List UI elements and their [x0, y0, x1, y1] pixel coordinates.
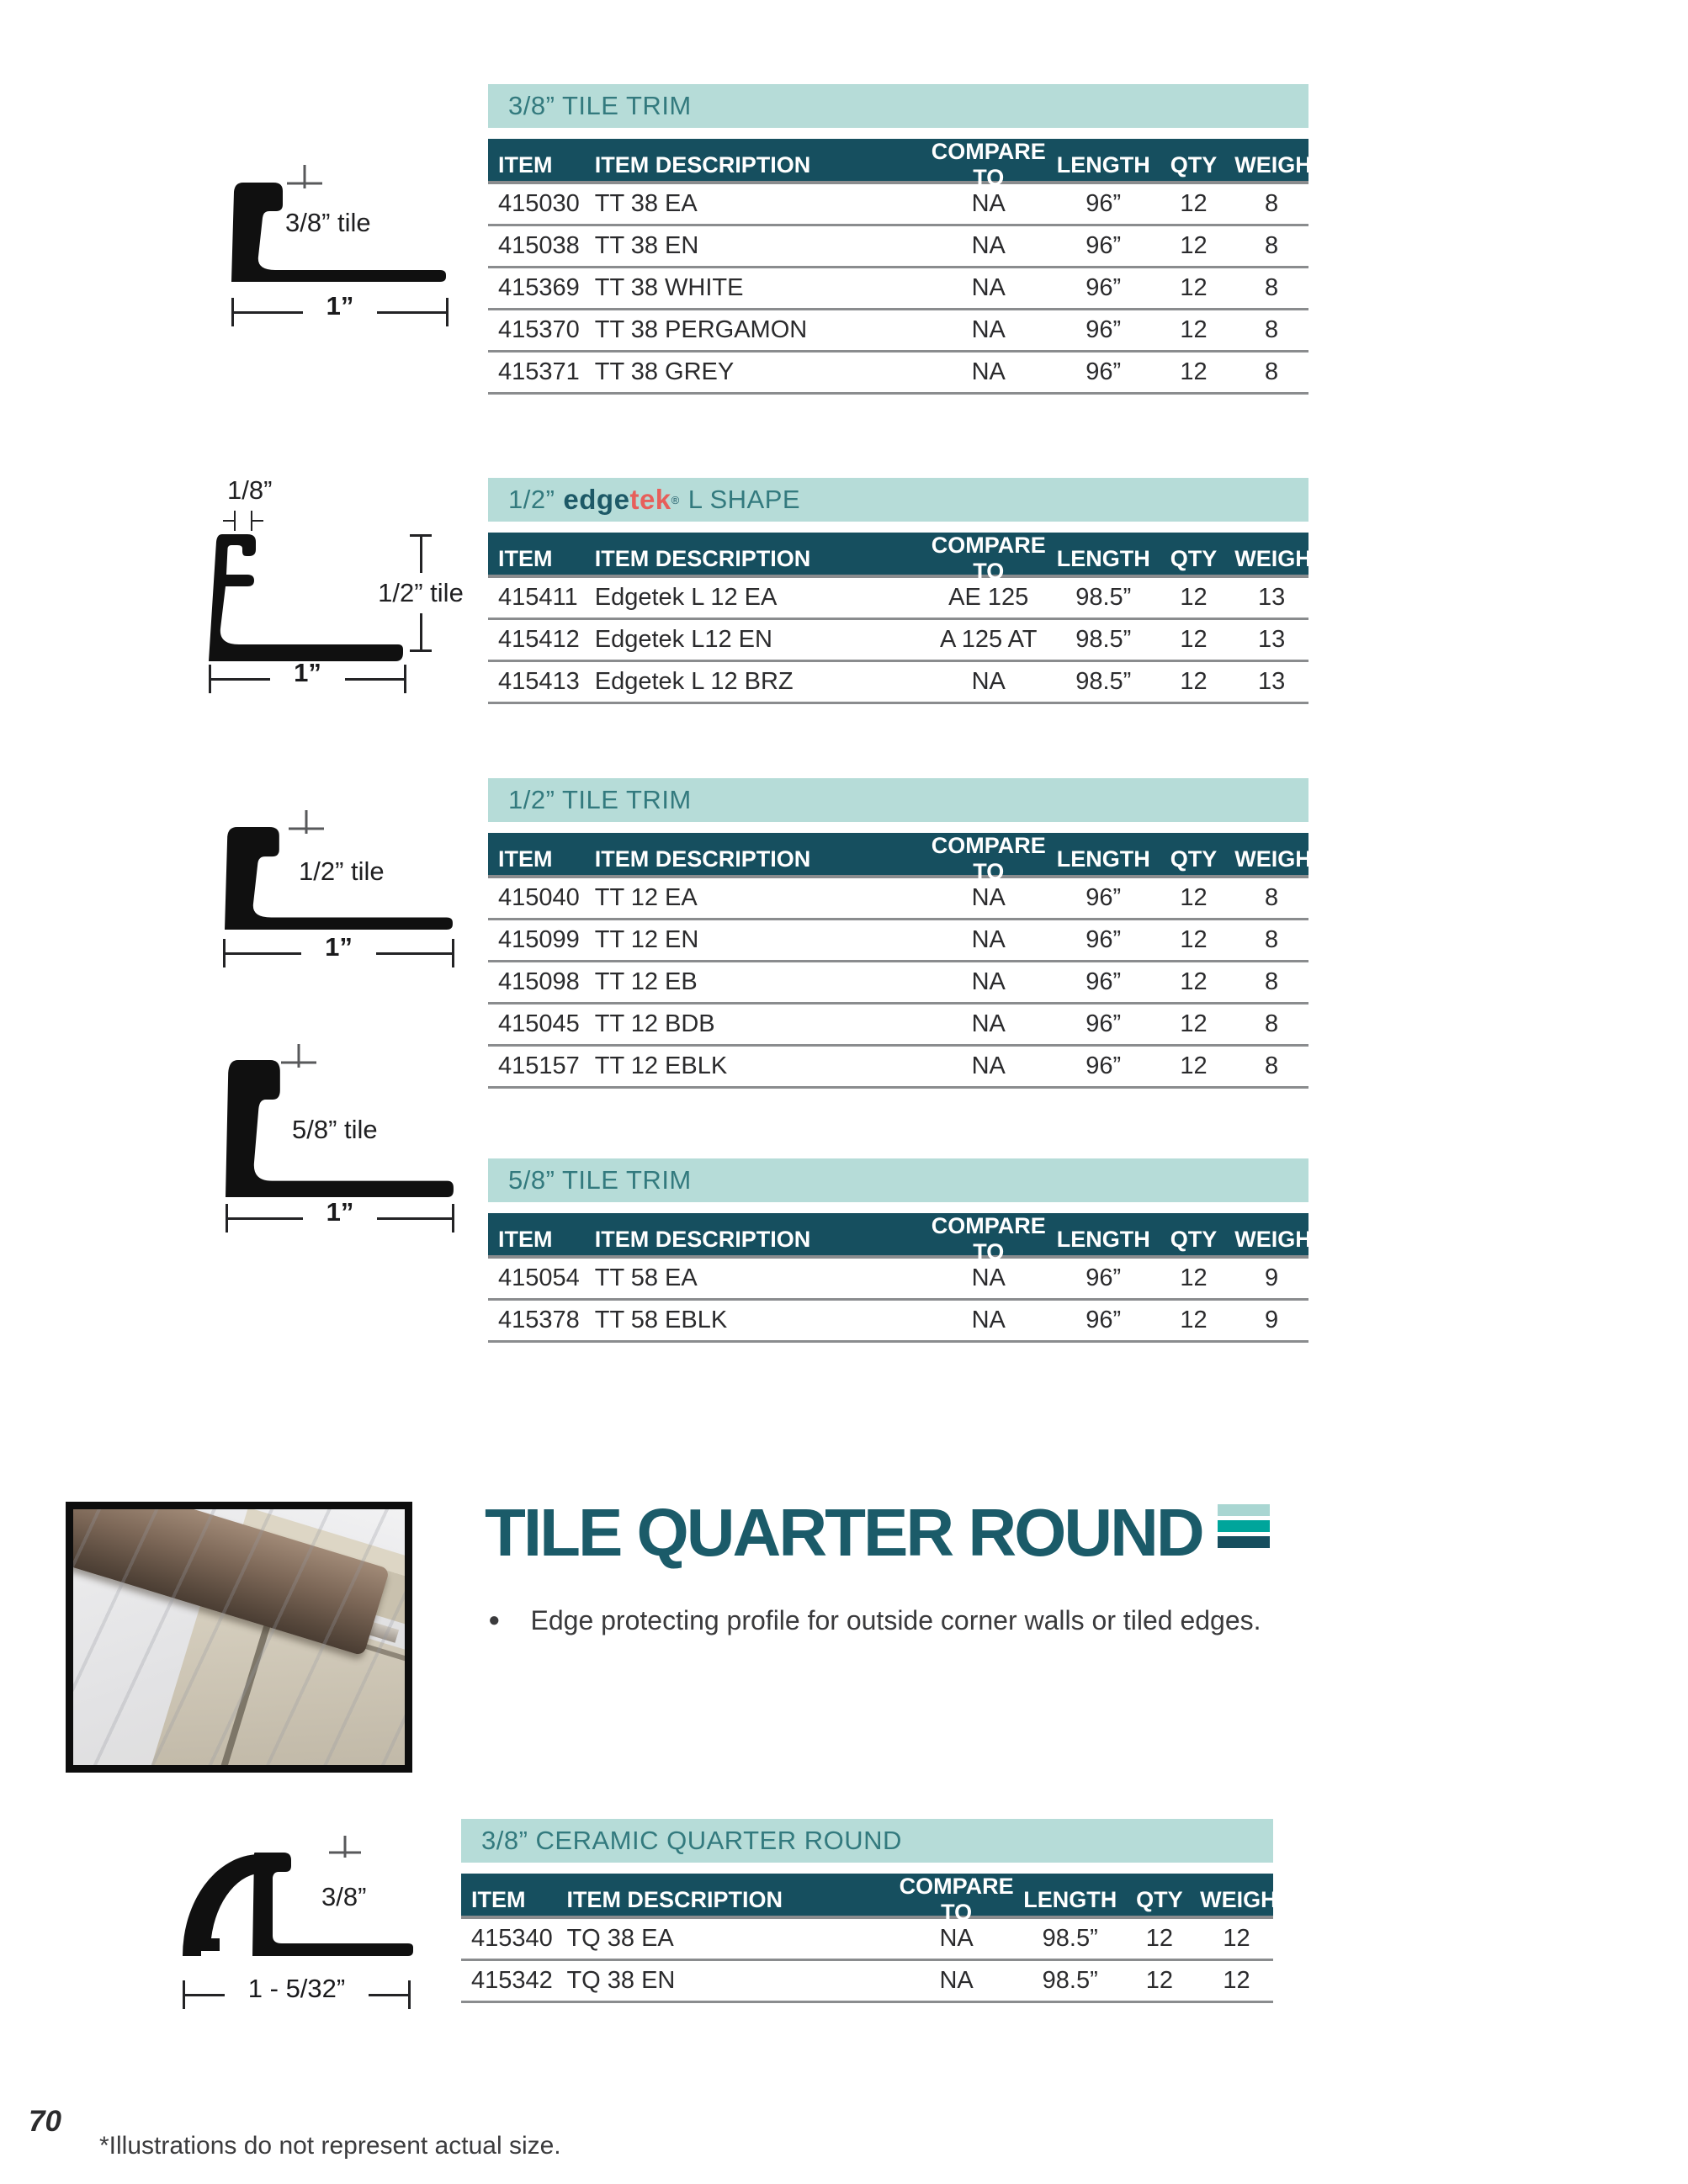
table-cell: TT 12 EBLK	[594, 1052, 728, 1079]
section-bars-icon	[1218, 1504, 1270, 1552]
dimension-line	[231, 291, 449, 327]
table-cell: TT 38 WHITE	[594, 274, 744, 301]
page-number: 70	[29, 2105, 61, 2138]
table-cell: 12	[1180, 626, 1208, 653]
table-row	[488, 620, 1308, 662]
table-cell: 415045	[498, 1010, 580, 1037]
table-header-row	[488, 139, 1326, 190]
table-cell: 415370	[498, 316, 580, 343]
table-cell: 12	[1180, 884, 1208, 911]
table-cell: 415038	[498, 232, 580, 259]
column-header-description: ITEM DESCRIPTION	[594, 545, 811, 571]
table-cell: NA	[971, 1010, 1006, 1037]
table-cell: 12	[1180, 584, 1208, 611]
table-cell: TT 38 EN	[594, 232, 699, 259]
profile-diagram-edgetek-l	[209, 475, 478, 702]
table-cell: 415371	[498, 358, 580, 385]
column-header-item: ITEM	[498, 545, 553, 571]
table-cell: 98.5”	[1042, 1967, 1098, 1994]
table-1-2-tile-trim	[488, 778, 1326, 1089]
table-cell: 12	[1180, 1264, 1208, 1291]
column-header-item: ITEM	[471, 1886, 526, 1912]
table-cell: 8	[1265, 926, 1279, 953]
table-row	[488, 1047, 1308, 1089]
table-cell: 12	[1180, 232, 1208, 259]
table-cell: 415413	[498, 668, 580, 695]
table-cell: NA	[971, 274, 1006, 301]
table-row	[488, 920, 1308, 962]
table-cell: 12	[1180, 926, 1208, 953]
table-cell: 415342	[471, 1967, 553, 1994]
table-cell: NA	[971, 668, 1006, 695]
edgetek-logo-tek: tek	[629, 484, 671, 515]
table-cell: 9	[1265, 1307, 1279, 1333]
vertical-dimension-line	[374, 534, 467, 652]
column-header-length: LENGTH	[1056, 151, 1150, 178]
table-cell: 8	[1265, 1052, 1279, 1079]
dimension-label: 1”	[325, 932, 353, 962]
table-cell: TT 38 GREY	[594, 358, 735, 385]
profile-diagram-3-8-tile-trim	[231, 164, 450, 332]
table-cell: 98.5”	[1075, 668, 1132, 695]
diagram-label: 5/8” tile	[292, 1115, 378, 1144]
table-cell: TT 38 PERGAMON	[594, 316, 808, 343]
table-cell: 12	[1180, 668, 1208, 695]
table-row	[488, 353, 1308, 395]
column-header-qty: QTY	[1136, 1886, 1183, 1912]
table-title: 3/8” TILE TRIM	[508, 91, 692, 120]
column-header-qty: QTY	[1170, 1226, 1218, 1252]
table-cell: Edgetek L 12 BRZ	[594, 668, 794, 695]
column-header-compare: COMPARE TO	[931, 533, 1046, 584]
table-edgetek-l-shape	[488, 478, 1326, 704]
diagram-label: 3/8”	[321, 1882, 367, 1911]
table-cell: 8	[1265, 968, 1279, 995]
table-cell: 96”	[1086, 1307, 1122, 1333]
table-row	[488, 310, 1308, 353]
table-cell: TT 38 EA	[594, 190, 698, 217]
table-cell: NA	[971, 358, 1006, 385]
table-cell: NA	[971, 1264, 1006, 1291]
column-header-qty: QTY	[1170, 151, 1218, 178]
table-cell: 12	[1180, 358, 1208, 385]
table-cell: 8	[1265, 190, 1279, 217]
diagram-top-dimension-label: 1/8”	[227, 475, 273, 505]
column-header-item: ITEM	[498, 151, 553, 178]
column-header-weight: WEIGHT	[1200, 1886, 1292, 1912]
dimension-line	[226, 1197, 454, 1233]
column-header-compare: COMPARE TO	[899, 1874, 1014, 1925]
table-body	[488, 184, 1308, 395]
table-cell: NA	[971, 190, 1006, 217]
table-cell: 8	[1265, 316, 1279, 343]
table-cell: Edgetek L12 EN	[594, 626, 772, 653]
dimension-line	[183, 1974, 411, 2010]
table-cell: TT 58 EBLK	[594, 1307, 728, 1333]
table-cell: 415412	[498, 626, 580, 653]
table-cell: 96”	[1086, 968, 1122, 995]
table-cell: Edgetek L 12 EA	[594, 584, 778, 611]
table-row	[488, 878, 1308, 920]
column-header-compare: COMPARE TO	[931, 833, 1046, 884]
table-cell: 12	[1180, 1010, 1208, 1037]
registered-mark: ®	[671, 493, 680, 506]
table-cell: A 125 AT	[939, 626, 1038, 653]
table-cell: NA	[971, 316, 1006, 343]
table-row	[488, 184, 1308, 226]
profile-diagram-quarter-round	[181, 1834, 421, 2011]
table-body	[461, 1919, 1273, 2003]
table-row	[488, 1259, 1308, 1301]
table-cell: 12	[1145, 1925, 1173, 1952]
table-ceramic-quarter-round	[461, 1819, 1292, 2003]
table-cell: 415040	[498, 884, 580, 911]
profile-diagram-1-2-tile-trim	[223, 808, 454, 972]
table-row	[488, 662, 1308, 704]
table-cell: 96”	[1086, 1264, 1122, 1291]
table-body	[488, 578, 1308, 704]
table-cell: 12	[1145, 1967, 1173, 1994]
table-row	[461, 1961, 1273, 2003]
table-cell: 98.5”	[1042, 1925, 1098, 1952]
table-cell: 415411	[498, 584, 578, 611]
table-cell: TT 12 EB	[594, 968, 698, 995]
column-header-weight: WEIGHT	[1234, 846, 1326, 872]
product-photo-quarter-round	[66, 1502, 412, 1773]
table-cell: TT 12 BDB	[594, 1010, 715, 1037]
table-header-row	[488, 833, 1326, 884]
column-header-length: LENGTH	[1056, 846, 1150, 872]
column-header-description: ITEM DESCRIPTION	[594, 1226, 811, 1252]
table-cell: 415157	[498, 1052, 580, 1079]
column-header-compare: COMPARE TO	[931, 139, 1046, 190]
table-title: 1/2” TILE TRIM	[508, 785, 692, 814]
section-bullet	[488, 1605, 1261, 1636]
table-cell: AE 125	[948, 584, 1029, 611]
table-cell: NA	[971, 1052, 1006, 1079]
diagram-label: 1/2” tile	[378, 578, 464, 607]
profile-diagram-5-8-tile-trim	[226, 1043, 454, 1228]
table-cell: 12	[1180, 190, 1208, 217]
table-3-8-tile-trim	[488, 84, 1326, 395]
table-cell: 8	[1265, 274, 1279, 301]
table-cell: 12	[1223, 1967, 1250, 1994]
table-cell: TT 58 EA	[594, 1264, 698, 1291]
table-cell: TQ 38 EN	[566, 1967, 676, 1994]
table-title-band: 1/2” edge tek ® L SHAPE	[488, 478, 1308, 522]
table-title-band	[488, 1158, 1308, 1202]
table-cell: 96”	[1086, 1010, 1122, 1037]
table-cell: 96”	[1086, 190, 1122, 217]
table-cell: 8	[1265, 358, 1279, 385]
table-cell: 96”	[1086, 232, 1122, 259]
table-cell: 415030	[498, 190, 580, 217]
table-cell: 13	[1257, 668, 1286, 695]
table-row	[488, 226, 1308, 268]
table-cell: 9	[1265, 1264, 1279, 1291]
dimension-label: 1 - 5/32”	[247, 1974, 346, 2003]
table-cell: 8	[1265, 884, 1279, 911]
dimension-label: 1”	[294, 658, 321, 687]
bullet-icon: ●	[488, 1609, 501, 1631]
column-header-weight: WEIGHT	[1234, 545, 1326, 571]
table-cell: 415378	[498, 1307, 580, 1333]
table-cell: 12	[1180, 316, 1208, 343]
column-header-weight: WEIGHT	[1234, 151, 1326, 178]
column-header-item: ITEM	[498, 1226, 553, 1252]
table-cell: 98.5”	[1075, 584, 1132, 611]
table-cell: 96”	[1086, 274, 1122, 301]
column-header-qty: QTY	[1170, 846, 1218, 872]
table-cell: 96”	[1086, 1052, 1122, 1079]
edgetek-logo-edge: edge	[563, 484, 630, 515]
table-cell: 13	[1257, 584, 1286, 611]
table-title-band	[488, 84, 1308, 128]
diagram-label: 3/8” tile	[285, 208, 371, 237]
table-row	[488, 578, 1308, 620]
column-header-length: LENGTH	[1056, 545, 1150, 571]
column-header-description: ITEM DESCRIPTION	[566, 1886, 783, 1912]
table-row	[488, 1005, 1308, 1047]
table-cell: 415099	[498, 926, 580, 953]
table-cell: 415340	[471, 1925, 553, 1952]
table-cell: TQ 38 EA	[566, 1925, 674, 1952]
column-header-description: ITEM DESCRIPTION	[594, 846, 811, 872]
table-title-band	[461, 1819, 1273, 1863]
table-cell: 12	[1180, 1052, 1208, 1079]
small-dimension-ticks	[223, 511, 272, 531]
table-title: 5/8” TILE TRIM	[508, 1165, 692, 1195]
table-cell: NA	[971, 968, 1006, 995]
table-header-row	[488, 1213, 1326, 1264]
table-row	[488, 268, 1308, 310]
table-cell: 8	[1265, 1010, 1279, 1037]
table-row	[488, 962, 1308, 1005]
table-cell: 12	[1180, 274, 1208, 301]
table-body	[488, 878, 1308, 1089]
dimension-label: 1”	[326, 1197, 354, 1227]
table-cell: 12	[1223, 1925, 1250, 1952]
table-body	[488, 1259, 1308, 1343]
section-title: TILE QUARTER ROUND	[485, 1495, 1202, 1570]
table-title: 3/8” CERAMIC QUARTER ROUND	[481, 1826, 902, 1855]
table-cell: 8	[1265, 232, 1279, 259]
table-cell: 12	[1180, 968, 1208, 995]
table-cell: 96”	[1086, 884, 1122, 911]
column-header-length: LENGTH	[1056, 1226, 1150, 1252]
table-cell: TT 12 EA	[594, 884, 698, 911]
table-cell: NA	[971, 884, 1006, 911]
footnote: *Illustrations do not represent actual size.	[99, 2132, 561, 2160]
table-cell: 13	[1257, 626, 1286, 653]
table-cell: NA	[939, 1967, 974, 1994]
column-header-length: LENGTH	[1023, 1886, 1117, 1912]
column-header-compare: COMPARE TO	[931, 1213, 1046, 1264]
table-row	[461, 1919, 1273, 1961]
table-cell: NA	[971, 926, 1006, 953]
table-cell: 96”	[1086, 926, 1122, 953]
table-header-row	[488, 533, 1326, 584]
table-cell: NA	[971, 1307, 1006, 1333]
column-header-description: ITEM DESCRIPTION	[594, 151, 811, 178]
table-cell: TT 12 EN	[594, 926, 699, 953]
dimension-line	[223, 932, 454, 968]
table-cell: 98.5”	[1075, 626, 1132, 653]
table-cell: 96”	[1086, 358, 1122, 385]
diagram-label: 1/2” tile	[299, 856, 385, 886]
column-header-item: ITEM	[498, 846, 553, 872]
table-title: 1/2”	[508, 485, 555, 514]
column-header-qty: QTY	[1170, 545, 1218, 571]
table-title-band	[488, 778, 1308, 822]
bullet-text: Edge protecting profile for outside corner walls or tiled edges.	[530, 1605, 1261, 1635]
table-header-row	[461, 1874, 1292, 1925]
table-cell: 415098	[498, 968, 580, 995]
table-5-8-tile-trim	[488, 1158, 1326, 1343]
table-cell: 96”	[1086, 316, 1122, 343]
table-cell: 12	[1180, 1307, 1208, 1333]
table-cell: NA	[939, 1925, 974, 1952]
table-cell: 415054	[498, 1264, 580, 1291]
table-row	[488, 1301, 1308, 1343]
column-header-weight: WEIGHT	[1234, 1226, 1326, 1252]
table-cell: 415369	[498, 274, 580, 301]
dimension-label: 1”	[326, 291, 354, 321]
quarter-round-profile-drawing	[181, 1853, 417, 1956]
table-cell: NA	[971, 232, 1006, 259]
dimension-line	[209, 658, 406, 694]
